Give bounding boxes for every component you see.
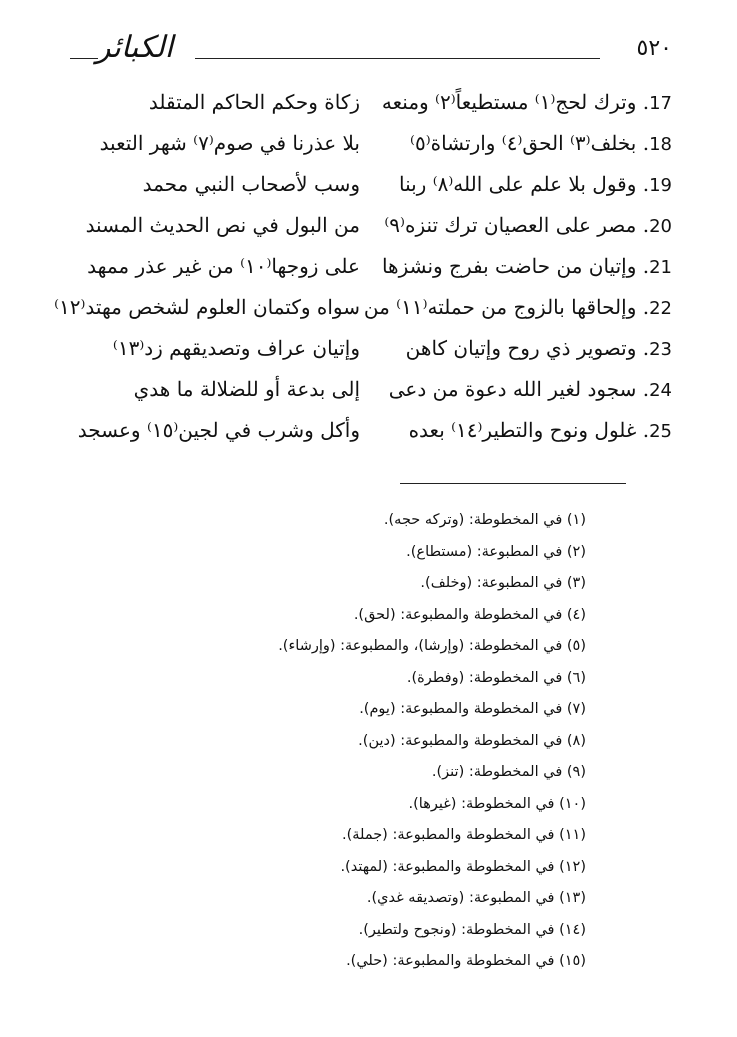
verse-first-text: سجود لغير الله دعوة من دعى <box>388 377 637 401</box>
verse-second-half: زكاة وحكم الحاكم المتقلد <box>148 90 360 114</box>
verse-first-text: وترك لحج⁽١⁾ مستطيعاً⁽٢⁾ ومنعه <box>381 90 637 114</box>
verse-number: 19 <box>649 175 672 196</box>
header-rule-left <box>70 58 98 59</box>
verse-second-half: من البول في نص الحديث المسند <box>85 213 360 237</box>
verse-second-half: سواه وكتمان العلوم لشخص مهتد⁽١٢⁾ <box>54 295 360 319</box>
verse-first-text: وإلحاقها بالزوج من حملته⁽١١⁾ من <box>363 295 637 319</box>
footnote: (٣) في المطبوعة: (وخلف). <box>420 575 586 591</box>
footnote: (١٣) في المطبوعة: (وتصديقه غدي). <box>366 890 586 906</box>
verse-number: 20 <box>649 216 672 237</box>
verse-first-half: 23. وتصوير ذي روح وإتيان كاهن <box>405 336 672 360</box>
footnote: (١٠) في المخطوطة: (غيرها). <box>408 795 586 812</box>
verse-first-text: وقول بلا علم على الله⁽٨⁾ ربنا <box>398 172 637 196</box>
page-header <box>60 30 672 70</box>
verse-row <box>54 289 672 326</box>
verse-row <box>60 166 672 203</box>
footnote: (٦) في المخطوطة: (وفطرة). <box>406 669 586 686</box>
verse-number: 24 <box>649 380 672 401</box>
verse-first-half: 18. بخلف⁽٣⁾ الحق⁽٤⁾ وارتشاة⁽٥⁾ <box>410 131 672 155</box>
verse-second-half: وإتيان عراف وتصديقهم زد⁽١٣⁾ <box>112 336 360 360</box>
verse-first-half: 20. مصر على العصيان ترك تنزه⁽٩⁾ <box>384 213 672 237</box>
footnote: (٢) في المطبوعة: (مستطاع). <box>406 543 586 560</box>
verse-row <box>60 207 672 244</box>
verse-row <box>60 371 672 408</box>
verse-second-half: إلى بدعة أو للضلالة ما هدي <box>133 377 360 401</box>
verse-first-text: مصر على العصيان ترك تنزه⁽٩⁾ <box>384 213 637 237</box>
verse-first-half: 24. سجود لغير الله دعوة من دعى <box>388 377 672 401</box>
verse-second-half: بلا عذرنا في صوم⁽٧⁾ شهر التعبد <box>99 131 360 155</box>
footnote: (١١) في المخطوطة والمطبوعة: (جملة). <box>342 827 586 843</box>
verse-number: 25 <box>649 421 672 442</box>
verse-first-half: 17. وترك لحج⁽١⁾ مستطيعاً⁽٢⁾ ومنعه <box>381 90 672 114</box>
verse-first-half: 19. وقول بلا علم على الله⁽٨⁾ ربنا <box>398 172 672 196</box>
footnote: (٧) في المخطوطة والمطبوعة: (يوم). <box>359 701 586 717</box>
verse-first-text: بخلف⁽٣⁾ الحق⁽٤⁾ وارتشاة⁽٥⁾ <box>410 131 637 155</box>
footnote-divider <box>400 483 626 484</box>
verse-second-half: وسب لأصحاب النبي محمد <box>142 172 360 196</box>
footnote: (٥) في المخطوطة: (وإرشا)، والمطبوعة: (وإرشاء). <box>278 638 586 654</box>
footnote: (٨) في المخطوطة والمطبوعة: (دين). <box>358 732 586 749</box>
footnote: (١٤) في المخطوطة: (ونجوح ولتطير). <box>358 921 586 938</box>
verse-first-half: 25. غلول ونوح والتطير⁽١٤⁾ بعده <box>408 418 672 442</box>
verse-first-text: وتصوير ذي روح وإتيان كاهن <box>405 336 637 360</box>
verse-row <box>60 330 672 367</box>
verse-row <box>60 84 672 121</box>
footnote: (١٢) في المخطوطة والمطبوعة: (لمهتد). <box>340 858 586 875</box>
poem <box>54 84 672 456</box>
page-number: ٥٢٠ <box>636 36 672 61</box>
verse-second-half: على زوجها⁽١٠⁾ من غير عذر ممهد <box>87 254 360 278</box>
verse-first-text: غلول ونوح والتطير⁽١٤⁾ بعده <box>408 418 637 442</box>
verse-number: 18 <box>649 134 672 155</box>
verse-row <box>60 125 672 162</box>
verse-row <box>60 248 672 285</box>
verse-number: 21 <box>649 257 672 278</box>
verse-row <box>60 412 672 449</box>
verse-number: 22 <box>649 298 672 319</box>
verse-number: 17 <box>649 93 672 114</box>
verse-second-half: وأكل وشرب في لجين⁽١٥⁾ وعسجد <box>77 418 360 442</box>
footnote: (١٥) في المخطوطة والمطبوعة: (حلي). <box>346 953 586 969</box>
verse-first-half: 21. وإتيان من حاضت بفرج ونشزها <box>381 254 672 278</box>
header-rule-right <box>195 58 600 59</box>
verse-first-half: 22. وإلحاقها بالزوج من حملته⁽١١⁾ من <box>363 295 672 319</box>
footnote: (٩) في المخطوطة: (تنز). <box>431 764 586 780</box>
footnotes <box>200 505 586 978</box>
footnote: (١) في المخطوطة: (وتركه حجه). <box>383 512 586 528</box>
verse-first-text: وإتيان من حاضت بفرج ونشزها <box>381 254 637 278</box>
running-title: الكبائر <box>96 30 174 65</box>
verse-number: 23 <box>649 339 672 360</box>
footnote: (٤) في المخطوطة والمطبوعة: (لحق). <box>353 606 586 623</box>
